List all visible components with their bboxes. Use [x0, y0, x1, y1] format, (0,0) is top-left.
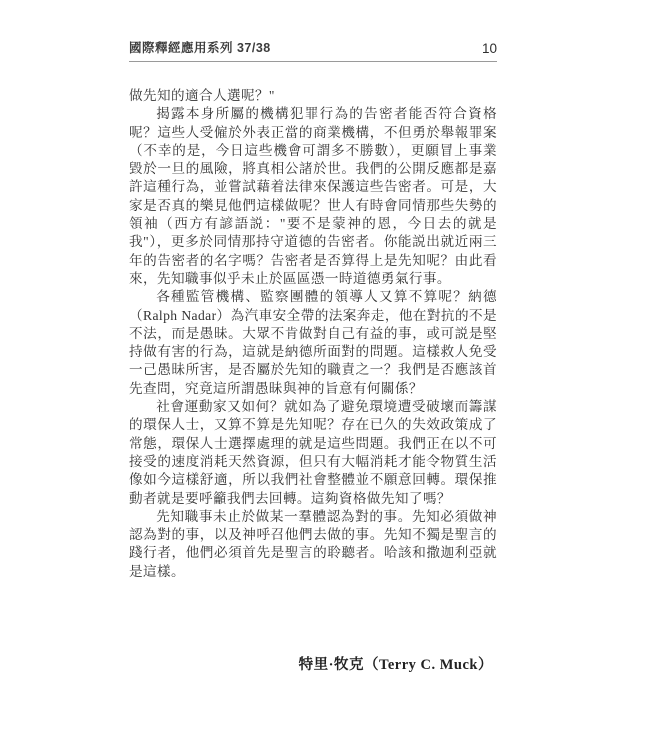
author-signature: 特里·牧克（Terry C. Muck）: [298, 657, 493, 674]
paragraph: 各種監管機構、監察團體的領導人又算不算呢？納德（Ralph Nadar）為汽車安全帶的法案奔走，他在對抗的不是不法，而是愚昧。大眾不肯做對自己有益的事，或可説是堅持做有害的行為，這就是納德所面對的問題。這樣救人免受一己愚昧所害，是否屬於先知的職責之一？我們是否應該首先查問，究竟這所謂愚昧與神的旨意有何關係？: [129, 289, 497, 396]
paragraph-continuation: 做先知的適合人選呢？": [129, 88, 275, 103]
body-text: [129, 87, 497, 581]
series-title: 國際釋經應用系列 37/38: [129, 41, 271, 55]
paragraph: 先知職事未止於做某一羣體認為對的事。先知必須做神認為對的事，以及神呼召他們去做的事。先知不獨是聖言的踐行者，他們必須首先是聖言的聆聽者。哈該和撒迦利亞就是這樣。: [129, 508, 497, 579]
page-header: [129, 38, 497, 62]
book-page: [129, 38, 497, 674]
paragraph: 社會運動家又如何？就如為了避免環境遭受破壞而籌謀的環保人士，又算不算是先知呢？存在已久的失效政策成了常態，環保人士選擇處理的就是這些問題。我們正在以不可接受的速度消耗天然資源，但只有大幅消耗才能令物質生活像如今這樣舒適，所以我們社會整體並不願意回轉。環保推動者就是要呼籲我們去回轉。這夠資格做先知了嗎？: [129, 399, 497, 506]
paragraph: 揭露本身所屬的機構犯罪行為的告密者能否符合資格呢？這些人受僱於外表正當的商業機構，不但勇於舉報罪案（不幸的是，今日這些機會可謂多不勝數），更願冒上事業毀於一旦的風險，將真相公諸於世。我們的公開反應都是嘉許這種行為，並嘗試藉着法律來保護這些告密者。可是，大家是否真的樂見他們這樣做呢？世人有時會同情那些失勢的領袖（西方有諺語説："要不是蒙神的恩，今日去的就是我"），更多於同情那持守道德的告密者。你能説出就近兩三年的告密者的名字嗎？告密者是否算得上是先知呢？由此看來，先知職事似乎未止於區區憑一時道德勇氣行事。: [129, 106, 497, 286]
page-number: 10: [481, 41, 497, 56]
